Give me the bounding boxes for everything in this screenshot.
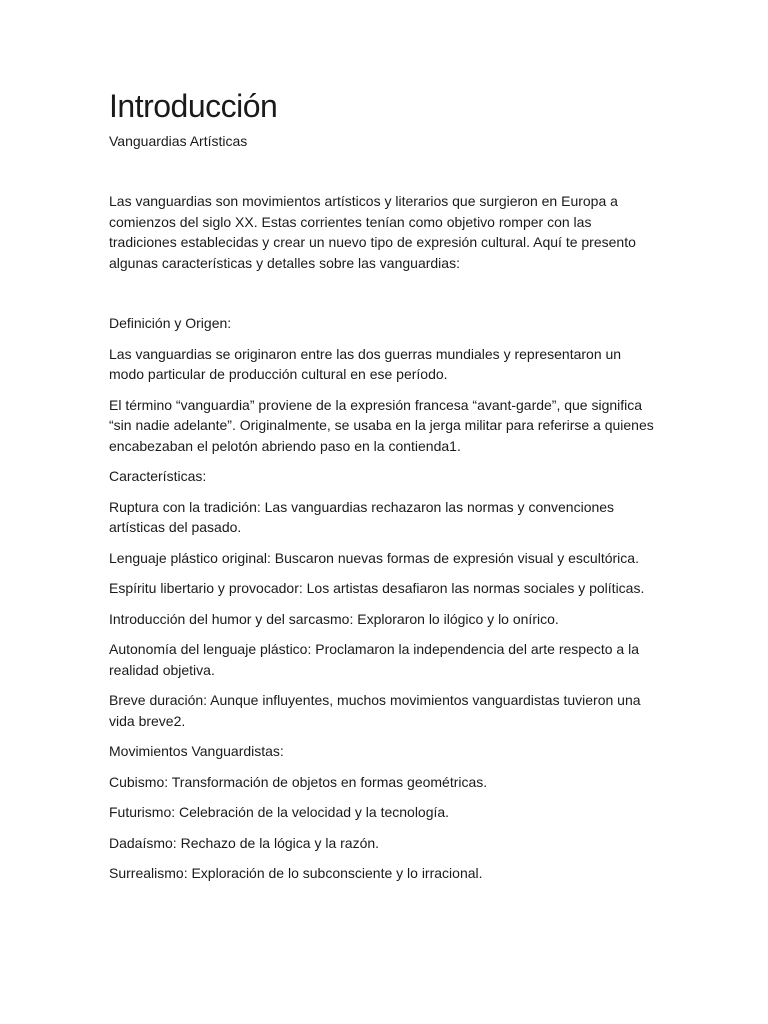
document-title: Introducción <box>109 88 278 124</box>
paragraph-termino: El término “vanguardia” proviene de la expresión francesa “avant-garde”, que significa “sin nadie adelante”. Originalmente, se usaba en la jerga militar para referirse a quienes encabezaban el pelotón abriendo paso en la contienda1. <box>109 396 654 454</box>
item-dadaismo: Dadaísmo: Rechazo de la lógica y la razón. <box>109 834 380 851</box>
intro-section <box>109 191 659 273</box>
item-lenguaje-plastico: Lenguaje plástico original: Buscaron nuevas formas de expresión visual y escultórica. <box>109 549 639 566</box>
heading-definicion: Definición y Origen: <box>109 315 232 331</box>
item-futurismo: Futurismo: Celebración de la velocidad y la tecnología. <box>109 804 450 820</box>
document-page <box>109 86 659 894</box>
intro-paragraph: Las vanguardias son movimientos artísticos y literarios que surgieron en Europa a comienzos del siglo XX. Estas corrientes tenían como objetivo romper con las tradiciones establecidas y crear un nuevo tipo de expresión cultural. Aquí te presento algunas características y detalles sobre las vanguardias: <box>109 193 636 271</box>
item-cubismo: Cubismo: Transformación de objetos en formas geométricas. <box>109 773 488 790</box>
item-breve-duracion: Breve duración: Aunque influyentes, muchos movimientos vanguardistas tuvieron una vida breve2. <box>109 692 641 729</box>
item-espiritu-libertario: Espíritu libertario y provocador: Los artistas desafiaron las normas sociales y políticas. <box>109 580 645 596</box>
item-ruptura: Ruptura con la tradición: Las vanguardias rechazaron las normas y convenciones artísticas del pasado. <box>109 498 615 535</box>
item-autonomia: Autonomía del lenguaje plástico: Proclamaron la independencia del arte respecto a la realidad objetiva. <box>109 641 640 678</box>
item-surrealismo: Surrealismo: Exploración de lo subconsciente y lo irracional. <box>109 865 483 881</box>
heading-movimientos: Movimientos Vanguardistas: <box>109 743 284 759</box>
heading-caracteristicas: Características: <box>109 468 207 484</box>
section-gap <box>109 283 659 313</box>
paragraph-origen: Las vanguardias se originaron entre las dos guerras mundiales y representaron un modo particular de producción cultural en ese período. <box>109 345 622 382</box>
document-subtitle: Vanguardias Artísticas <box>109 133 248 149</box>
body-section <box>109 313 659 884</box>
item-humor-sarcasmo: Introducción del humor y del sarcasmo: Exploraron lo ilógico y lo onírico. <box>109 610 559 627</box>
